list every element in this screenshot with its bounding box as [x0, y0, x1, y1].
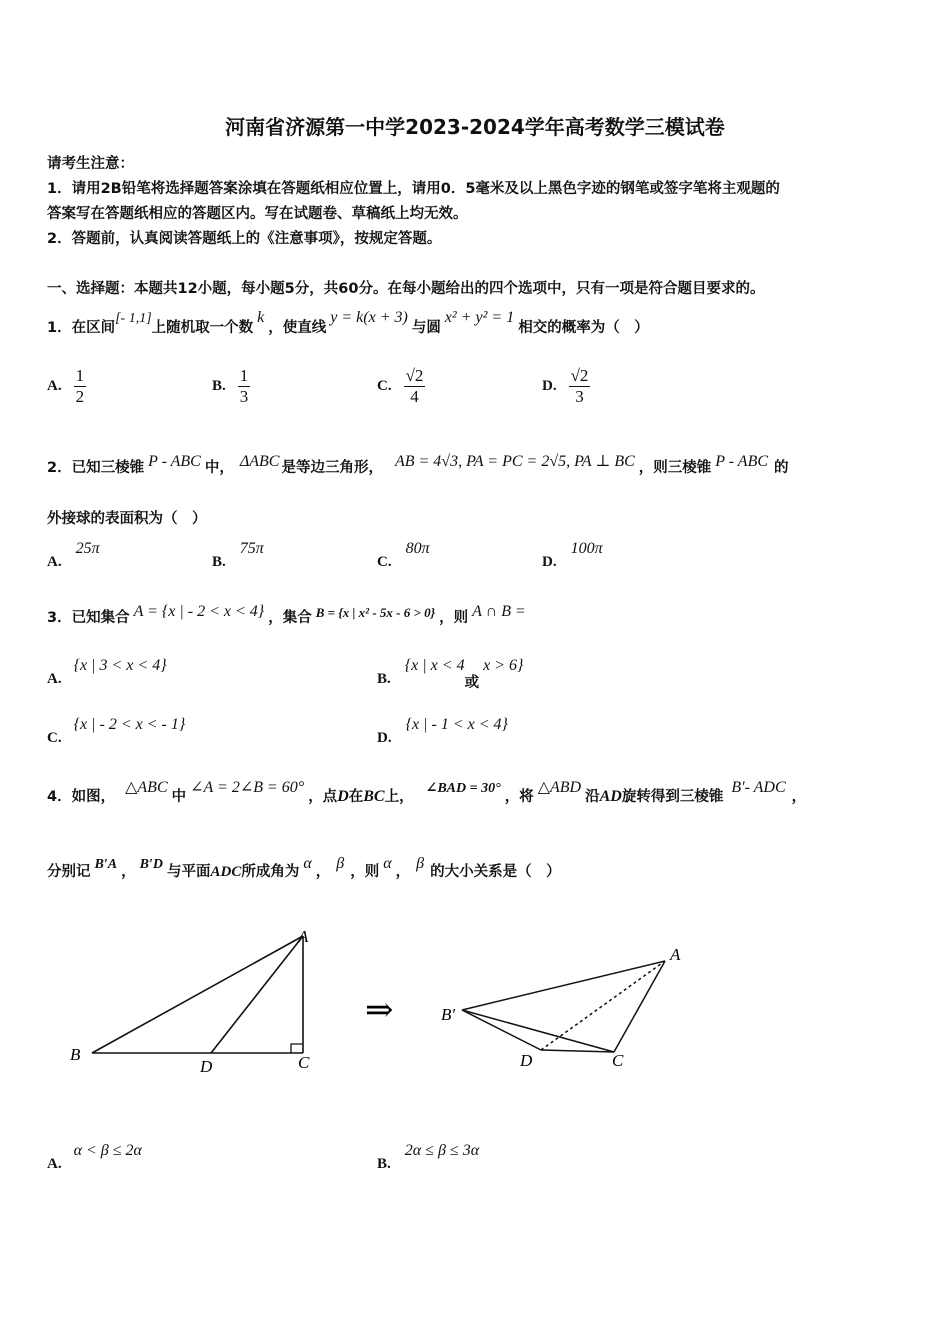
q4-beta-2: β [416, 855, 425, 872]
q1-mid2: ，使直线 [268, 320, 327, 336]
q1-interval: [- 1,1] [115, 311, 152, 326]
option-label: B. [377, 1156, 391, 1172]
q3-option-a[interactable] [47, 657, 167, 688]
q4-mid1: 中 [171, 789, 187, 805]
q1-option-b[interactable] [212, 366, 250, 407]
option-label: D. [377, 730, 392, 746]
fraction-denominator: 3 [575, 387, 584, 406]
option-value: α < β ≤ 2α [73, 1142, 142, 1159]
q1-mid1: 上随机取一个数 [151, 320, 254, 336]
q4-prefix: 4．如图， [47, 789, 116, 805]
option-value: {x | 3 < x < 4} [73, 657, 167, 674]
q4-mid2: ，点 [308, 789, 338, 805]
option-fraction [74, 366, 87, 407]
q4-triangle-abd: △ABD [537, 779, 582, 796]
q4-mid5: ，将 [504, 789, 534, 805]
notice-line-3: 2．答题前，认真阅读答题纸上的《注意事项》，按规定答题。 [47, 231, 442, 247]
option-label: D. [542, 554, 557, 570]
q4-mid6: 沿 [585, 789, 600, 805]
label-c-prime: C [612, 1051, 624, 1070]
question-1 [47, 306, 649, 336]
fraction-denominator: 2 [75, 387, 85, 406]
label-d-prime: D [520, 1051, 533, 1070]
q4-point-d: D [337, 788, 349, 805]
q2-option-b[interactable] [212, 540, 264, 571]
q4-comma-2: ， [395, 864, 411, 880]
q2-pyramid: P - ABC [148, 453, 201, 470]
question-4 [47, 776, 807, 805]
q1-line: y = k(x + 3) [330, 309, 408, 326]
q4-beta: β [336, 855, 345, 872]
notice-line-1: 1．请用2B铅笔将选择题答案涂填在答题纸相应位置上，请用0．5毫米及以上黑色字迹的钢笔或签字笔将主观题的 [47, 181, 780, 197]
q4-alpha-2: α [383, 855, 392, 872]
edge-ca [614, 961, 665, 1052]
edge-bd [462, 1010, 541, 1050]
figure-right-pyramid [462, 961, 665, 1052]
option-value: 25π [75, 540, 100, 557]
option-fraction [404, 366, 426, 407]
option-label: A. [47, 671, 62, 687]
label-a-prime: A [670, 945, 681, 964]
q2-option-c[interactable] [377, 540, 430, 571]
option-fraction [569, 366, 591, 407]
q4-figure [0, 910, 950, 1090]
q4-segment-bd: B′D [139, 857, 164, 872]
right-angle-mark [291, 1044, 303, 1053]
q2-option-a[interactable] [47, 540, 100, 571]
label-a: A [298, 927, 309, 946]
option-value: {x | - 1 < x < 4} [405, 716, 508, 733]
q2-condition: AB = 4√3, PA = PC = 2√5, PA ⊥ BC [394, 453, 635, 470]
q4-l2-suffix: 的大小关系是（ ） [430, 864, 561, 880]
q4-comma: ， [315, 864, 331, 880]
q1-suffix: 相交的概率为（ ） [518, 320, 649, 336]
q4-alpha: α [303, 855, 312, 872]
fraction-numerator: √2 [570, 366, 589, 385]
label-c: C [298, 1053, 310, 1072]
option-value: {x | x < 4 [404, 657, 465, 674]
edge-dc [541, 1050, 614, 1052]
q4-l2-mid1: 与平面 [167, 864, 211, 880]
fraction-denominator: 4 [410, 387, 419, 406]
q3-mid2: ，则 [439, 610, 469, 626]
q1-option-c[interactable] [377, 366, 425, 407]
label-d: D [200, 1057, 213, 1076]
q3-option-c[interactable] [47, 716, 185, 747]
q4-segment-bc: BC [363, 788, 385, 805]
q4-suffix: ， [791, 789, 807, 805]
q4-l2-mid2: 所成角为 [241, 864, 300, 880]
q4-angle-bad: ∠BAD = 30° [425, 781, 501, 796]
q4-l2-mid3: ，则 [350, 864, 380, 880]
page-title: 河南省济源第一中学2023-2024学年高考数学三模试卷 [225, 115, 725, 139]
segment-ad [211, 936, 303, 1053]
option-label: B. [377, 671, 391, 687]
q3-option-d[interactable] [377, 716, 508, 747]
q4-l2-prefix: 分别记 [47, 864, 91, 880]
option-label: C. [377, 554, 392, 570]
option-label: C. [47, 730, 62, 746]
q3-mid1: ，集合 [268, 610, 312, 626]
fraction-numerator: √2 [405, 366, 424, 385]
q4-segment-ad: AD [599, 788, 622, 805]
q1-prefix: 1．在区间 [47, 320, 116, 336]
q1-option-a[interactable] [47, 366, 86, 407]
q2-suffix: 的 [774, 460, 789, 476]
question-3 [47, 600, 530, 626]
option-join: 或 [464, 675, 480, 691]
q4-option-b[interactable] [377, 1142, 479, 1173]
question-2 [47, 450, 789, 476]
option-label: A. [47, 1156, 62, 1172]
label-b: B [70, 1045, 81, 1064]
q4-triangle: △ABC [125, 779, 168, 796]
option-value-2: x > 6} [483, 657, 524, 674]
option-label: C. [377, 378, 392, 394]
option-value: 100π [570, 540, 603, 557]
q4-pyramid: B′- ADC [731, 779, 786, 796]
option-fraction [238, 366, 251, 407]
arrow-icon: ⇒ [365, 992, 394, 1029]
option-value: 2α ≤ β ≤ 3α [404, 1142, 480, 1159]
option-label: B. [212, 378, 226, 394]
q3-expression: A ∩ B = [472, 603, 526, 620]
q2-mid3: ，则三棱锥 [638, 460, 712, 476]
section-heading: 一、选择题：本题共12小题，每小题5分，共60分。在每小题给出的四个选项中，只有一项是符合题目要求的。 [47, 281, 765, 297]
edge-bc [462, 1010, 614, 1052]
notice-line-2: 答案写在答题纸相应的答题区内。写在试题卷、草稿纸上均无效。 [47, 206, 468, 222]
q4-angles: ∠A = 2∠B = 60° [190, 779, 305, 796]
option-value: {x | - 2 < x < - 1} [73, 716, 186, 733]
option-value: 75π [239, 540, 264, 557]
q3-option-b[interactable] [377, 657, 523, 692]
q4-l2-sep: ， [121, 864, 136, 880]
q4-segment-ba: B′A [94, 857, 118, 872]
q3-prefix: 3．已知集合 [47, 610, 130, 626]
q4-mid7: 旋转得到三棱锥 [621, 789, 724, 805]
q4-plane-adc: ADC [210, 864, 242, 880]
option-value: 80π [405, 540, 430, 557]
q2-prefix: 2．已知三棱锥 [47, 460, 145, 476]
fraction-denominator: 3 [239, 387, 249, 406]
q3-set-b: B = {x | x² - 5x - 6 > 0} [315, 605, 436, 620]
notice-heading: 请考生注意： [47, 156, 134, 172]
option-label: A. [47, 554, 62, 570]
q1-k: k [257, 309, 265, 326]
fraction-numerator: 1 [239, 366, 249, 385]
q3-set-a: A = {x | - 2 < x < 4} [133, 603, 265, 620]
q2-mid1: 中， [204, 460, 234, 476]
fraction-numerator: 1 [75, 366, 85, 385]
option-label: D. [542, 378, 557, 394]
edge-ba [462, 961, 665, 1010]
q1-option-d[interactable] [542, 366, 590, 407]
q2-pyramid-2: P - ABC [715, 453, 769, 470]
q1-mid3: 与圆 [411, 320, 441, 336]
q2-triangle: ΔABC [239, 453, 280, 470]
option-label: A. [47, 378, 62, 394]
label-b-prime: B′ [441, 1005, 456, 1024]
q2-option-d[interactable] [542, 540, 603, 571]
segment-ab [92, 936, 303, 1053]
q4-mid3: 在 [348, 789, 364, 805]
q2-line-2: 外接球的表面积为（ ） [47, 511, 207, 527]
figure-left-triangle [92, 936, 303, 1053]
option-label: B. [212, 554, 226, 570]
question-4-line-2 [47, 852, 561, 880]
q2-mid2: 是等边三角形， [281, 460, 383, 476]
q1-circle: x² + y² = 1 [444, 309, 515, 326]
q4-mid4: 上， [384, 789, 414, 805]
q4-option-a[interactable] [47, 1142, 142, 1173]
